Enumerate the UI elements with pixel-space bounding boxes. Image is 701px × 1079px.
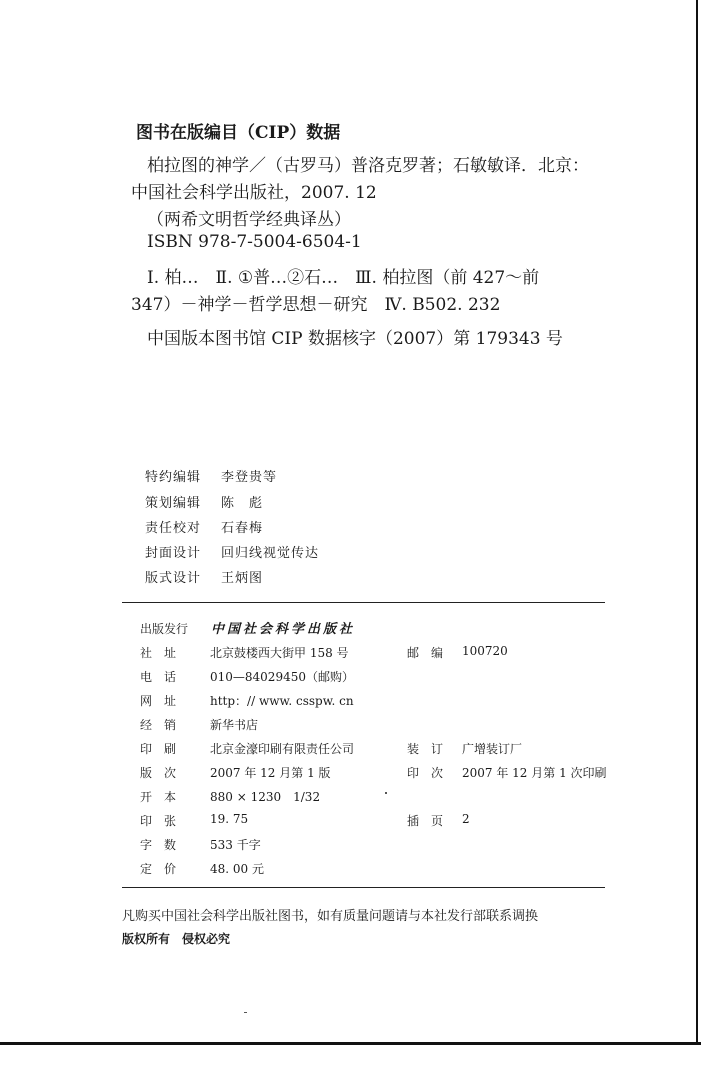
detail-value: http：// www. csspw. cn xyxy=(210,694,354,708)
detail-value: 2007 年 12 月第 1 次印刷 xyxy=(462,766,607,780)
cip-line: （两希文明哲学经典译丛） xyxy=(147,210,351,230)
staff-value: 陈 彪 xyxy=(221,496,264,511)
quality-notice: 凡购买中国社会科学出版社图书，如有质量问题请与本社发行部联系调换 xyxy=(122,909,539,924)
cip-line: 中国社会科学出版社，2007. 12 xyxy=(131,183,377,203)
cip-line: ISBN 978-7-5004-6504-1 xyxy=(147,232,362,252)
divider-top xyxy=(122,602,605,603)
detail-value: 19. 75 xyxy=(210,812,249,826)
staff-label: 策划编辑 xyxy=(145,496,202,511)
scan-speck xyxy=(244,1012,247,1013)
staff-label: 版式设计 xyxy=(145,571,202,586)
detail-value: 880 × 1230 1/32 xyxy=(210,790,321,804)
detail-label: 社 址 xyxy=(140,646,177,660)
detail-label: 邮 编 xyxy=(407,646,444,660)
detail-label: 印 次 xyxy=(407,766,444,780)
detail-label: 网 址 xyxy=(140,694,177,708)
publisher-label: 出版发行 xyxy=(140,622,189,636)
detail-value: 100720 xyxy=(462,644,508,658)
detail-value: 北京金濠印刷有限责任公司 xyxy=(210,742,355,756)
detail-value: 2007 年 12 月第 1 版 xyxy=(210,766,331,780)
cip-title: 图书在版编目（CIP）数据 xyxy=(136,123,341,143)
detail-label: 装 订 xyxy=(407,742,444,756)
detail-label: 电 话 xyxy=(140,670,177,684)
detail-value: 010—84029450（邮购） xyxy=(210,670,354,684)
detail-label: 版 次 xyxy=(140,766,177,780)
detail-label: 经 销 xyxy=(140,718,177,732)
detail-label: 印 刷 xyxy=(140,742,177,756)
cip-line: 中国版本图书馆 CIP 数据核字（2007）第 179343 号 xyxy=(147,329,563,349)
detail-value: 北京鼓楼西大街甲 158 号 xyxy=(210,646,349,660)
detail-label: 印 张 xyxy=(140,814,177,828)
staff-value: 李登贵等 xyxy=(221,470,278,485)
detail-value: 广增装订厂 xyxy=(462,742,523,756)
detail-value: 533 千字 xyxy=(210,838,261,852)
staff-label: 特约编辑 xyxy=(145,470,202,485)
staff-label: 责任校对 xyxy=(145,521,202,536)
divider-bottom xyxy=(122,887,605,888)
staff-value: 回归线视觉传达 xyxy=(221,546,320,561)
detail-value: 新华书店 xyxy=(210,718,259,732)
scan-speck xyxy=(385,792,387,794)
page-edge-right xyxy=(696,0,698,1045)
detail-label: 字 数 xyxy=(140,838,177,852)
page-edge-bottom xyxy=(0,1042,701,1045)
detail-label: 定 价 xyxy=(140,862,177,876)
cip-line: 柏拉图的神学／（古罗马）普洛克罗著；石敏敏译．北京： xyxy=(147,156,589,176)
cip-line: 347）－神学－哲学思想－研究 Ⅳ. B502. 232 xyxy=(131,295,501,315)
detail-value: 48. 00 元 xyxy=(210,862,264,876)
detail-label: 开 本 xyxy=(140,790,177,804)
staff-label: 封面设计 xyxy=(145,546,202,561)
staff-value: 王炳图 xyxy=(221,571,264,586)
detail-value: 2 xyxy=(462,812,470,826)
cip-line: Ⅰ. 柏… Ⅱ. ①普…②石… Ⅲ. 柏拉图（前 427～前 xyxy=(147,268,540,288)
copyright-notice: 版权所有 侵权必究 xyxy=(122,932,231,946)
detail-label: 插 页 xyxy=(407,814,444,828)
staff-value: 石春梅 xyxy=(221,521,264,536)
publisher-name: 中国社会科学出版社 xyxy=(211,622,356,637)
